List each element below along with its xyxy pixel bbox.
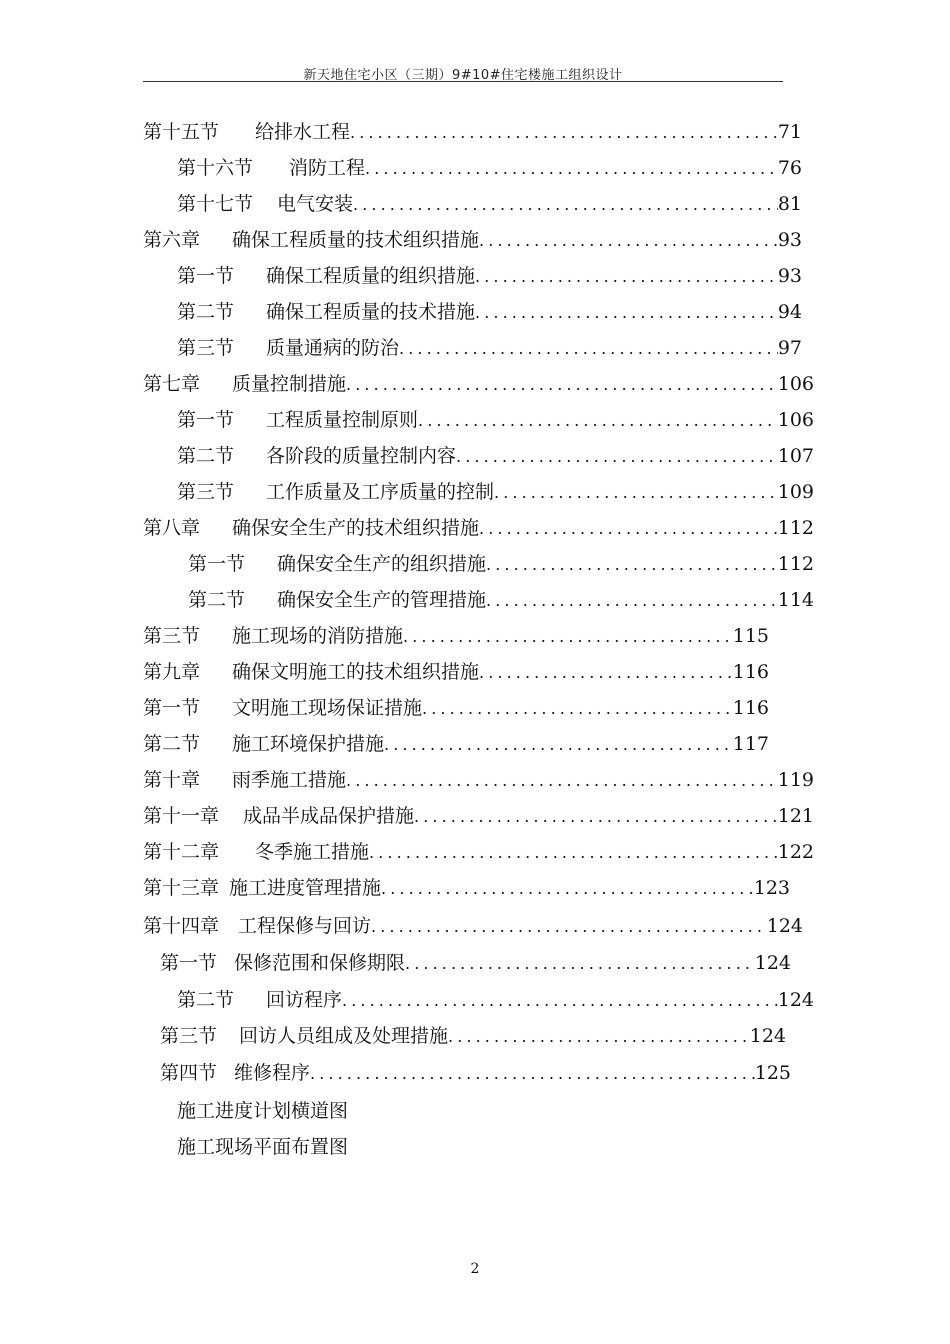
- toc-entry-page: 125: [754, 1062, 791, 1084]
- toc-entry[interactable]: [143, 513, 814, 543]
- toc-entry[interactable]: [160, 1058, 791, 1088]
- toc-entry-title: 工作质量及工序质量的控制: [266, 481, 495, 503]
- toc-leader-dots: [399, 339, 778, 358]
- toc-entry-label: 第三节: [143, 625, 201, 647]
- toc-entry-title: 质量通病的防治: [266, 337, 400, 359]
- toc-leader-dots: [365, 159, 778, 178]
- toc-entry-title: 确保工程质量的技术组织措施: [232, 229, 480, 251]
- toc-entry-label: 第四节: [160, 1062, 218, 1084]
- toc-leader-dots: [414, 807, 778, 826]
- toc-leader-dots: [422, 699, 733, 718]
- toc-entry-page: 123: [753, 877, 790, 899]
- toc-entry[interactable]: [177, 153, 802, 183]
- toc-entry-page: 112: [777, 553, 814, 575]
- toc-entry-title: 确保安全生产的组织措施: [277, 553, 487, 575]
- toc-entry[interactable]: [177, 985, 814, 1015]
- toc-entry[interactable]: [177, 297, 802, 327]
- toc-leader-dots: [448, 1027, 750, 1046]
- toc-leader-dots: [475, 267, 778, 286]
- toc-entry-title: 成品半成品保护措施: [243, 805, 415, 827]
- toc-entry-page: 122: [777, 841, 814, 863]
- toc-leader-dots: [405, 954, 755, 973]
- toc-entry-title: 电气安装: [277, 193, 354, 215]
- toc-entry-page: 94: [777, 301, 802, 323]
- toc-entry-page: 106: [777, 373, 814, 395]
- toc-entry-title: 文明施工现场保证措施: [232, 697, 423, 719]
- toc-entry-label: 第三节: [177, 481, 235, 503]
- toc-entry-label: 第十二章: [143, 841, 220, 863]
- toc-entry-label: 第一节: [177, 265, 235, 287]
- toc-entry-title: 维修程序: [234, 1062, 311, 1084]
- toc-leader-dots: [371, 917, 767, 936]
- toc-entry-label: 第十三章: [143, 877, 220, 899]
- toc-entry-page: 76: [777, 157, 802, 179]
- toc-leader-dots: [342, 991, 778, 1010]
- toc-leader-dots: [381, 879, 754, 898]
- toc-entry-page: 121: [777, 805, 814, 827]
- toc-entry-page: 119: [777, 769, 814, 791]
- toc-entry-label: 第一节: [160, 952, 218, 974]
- toc-entry[interactable]: [143, 873, 790, 903]
- toc-entry-title: 回访程序: [266, 989, 343, 1011]
- toc-leader-dots: [369, 843, 778, 862]
- toc-entry-label: 第十一章: [143, 805, 220, 827]
- toc-entry[interactable]: [188, 549, 814, 579]
- toc-entry[interactable]: [177, 441, 814, 471]
- toc-entry-label: 第二节: [177, 301, 235, 323]
- toc-entry-page: 112: [777, 517, 814, 539]
- toc-entry[interactable]: [143, 225, 802, 255]
- toc-entry-page: 93: [777, 229, 802, 251]
- toc-entry-label: 第二节: [143, 733, 201, 755]
- toc-entry-title: 工程保修与回访: [238, 915, 372, 937]
- toc-entry[interactable]: [143, 837, 814, 867]
- toc-entry[interactable]: [177, 189, 802, 219]
- toc-entry-label: 第十六节: [177, 157, 254, 179]
- toc-entry-label: 第八章: [143, 517, 201, 539]
- toc-leader-dots: [475, 303, 778, 322]
- toc-leader-dots: [384, 735, 733, 754]
- toc-leader-dots: [353, 195, 778, 214]
- toc-entry-page: 116: [732, 661, 769, 683]
- toc-entry-label: 第七章: [143, 373, 201, 395]
- toc-entry[interactable]: [143, 729, 769, 759]
- toc-leader-dots: [479, 231, 778, 250]
- toc-entry-title: 确保工程质量的组织措施: [266, 265, 476, 287]
- toc-entry[interactable]: [143, 911, 803, 941]
- toc-entry-label: 第十章: [143, 769, 201, 791]
- toc-entry-title: 给排水工程: [255, 121, 351, 143]
- header-rule: [143, 81, 783, 82]
- toc-entry-title: 保修范围和保修期限: [234, 952, 406, 974]
- toc-entry-label: 第一节: [177, 409, 235, 431]
- toc-entry-label: 第一节: [188, 553, 246, 575]
- toc-entry[interactable]: [143, 657, 769, 687]
- toc-entry-page: 124: [766, 915, 803, 937]
- toc-entry-page: 117: [732, 733, 769, 755]
- toc-entry-title: 施工环境保护措施: [232, 733, 385, 755]
- toc-leader-dots: [486, 591, 778, 610]
- toc-entry-page: 116: [732, 697, 769, 719]
- toc-entry-title: 消防工程: [289, 157, 366, 179]
- toc-entry[interactable]: [177, 261, 802, 291]
- toc-entry[interactable]: [143, 621, 769, 651]
- toc-entry[interactable]: [143, 801, 814, 831]
- toc-entry-page: 115: [732, 625, 769, 647]
- toc-entry-title: 各阶段的质量控制内容: [266, 445, 457, 467]
- toc-entry-label: 第十五节: [143, 121, 220, 143]
- toc-entry-title: 确保安全生产的管理措施: [277, 589, 487, 611]
- toc-entry-label: 第三节: [160, 1025, 218, 1047]
- appendix-item[interactable]: 施工现场平面布置图: [177, 1136, 349, 1158]
- toc-entry[interactable]: [143, 765, 814, 795]
- toc-entry-label: 第二节: [188, 589, 246, 611]
- toc-entry-title: 施工现场的消防措施: [232, 625, 404, 647]
- toc-leader-dots: [403, 627, 733, 646]
- toc-entry-page: 106: [777, 409, 814, 431]
- toc-entry[interactable]: [160, 1021, 786, 1051]
- toc-entry-title: 确保安全生产的技术组织措施: [232, 517, 480, 539]
- toc-entry-title: 冬季施工措施: [255, 841, 370, 863]
- toc-entry-label: 第六章: [143, 229, 201, 251]
- toc-entry[interactable]: [177, 477, 814, 507]
- toc-leader-dots: [350, 123, 778, 142]
- toc-leader-dots: [310, 1064, 755, 1083]
- toc-entry-label: 第二节: [177, 445, 235, 467]
- toc-entry[interactable]: [177, 333, 802, 363]
- toc-entry-title: 施工进度管理措施: [229, 877, 382, 899]
- toc-entry-page: 124: [749, 1025, 786, 1047]
- toc-entry-page: 97: [777, 337, 802, 359]
- toc-entry-label: 第十七节: [177, 193, 254, 215]
- toc-entry-title: 工程质量控制原则: [266, 409, 419, 431]
- toc-entry-title: 确保工程质量的技术措施: [266, 301, 476, 323]
- toc-entry-label: 第一节: [143, 697, 201, 719]
- toc-entry-title: 回访人员组成及处理措施: [239, 1025, 449, 1047]
- toc-entry-title: 质量控制措施: [232, 373, 347, 395]
- toc-entry-label: 第十四章: [143, 915, 220, 937]
- toc-entry[interactable]: [143, 693, 769, 723]
- toc-leader-dots: [418, 411, 778, 430]
- toc-entry-label: 第三节: [177, 337, 235, 359]
- toc-entry-title: 确保文明施工的技术组织措施: [232, 661, 480, 683]
- toc-entry-page: 81: [777, 193, 802, 215]
- toc-leader-dots: [494, 483, 778, 502]
- toc-entry[interactable]: [160, 948, 791, 978]
- toc-entry-page: 107: [777, 445, 814, 467]
- appendix-item[interactable]: 施工进度计划横道图: [177, 1100, 349, 1122]
- toc-entry-page: 114: [777, 589, 814, 611]
- toc-leader-dots: [456, 447, 778, 466]
- toc-leader-dots: [479, 663, 733, 682]
- running-header: 新天地住宅小区（三期）9#10#住宅楼施工组织设计: [303, 68, 623, 83]
- toc-entry[interactable]: [188, 585, 814, 615]
- toc-entry-page: 124: [754, 952, 791, 974]
- toc-entry-label: 第九章: [143, 661, 201, 683]
- toc-entry[interactable]: [177, 405, 814, 435]
- toc-entry-page: 109: [777, 481, 814, 503]
- toc-leader-dots: [346, 771, 778, 790]
- toc-entry-page: 71: [777, 121, 802, 143]
- toc-entry-title: 雨季施工措施: [232, 769, 347, 791]
- toc-leader-dots: [486, 555, 778, 574]
- toc-entry[interactable]: [143, 369, 814, 399]
- toc-leader-dots: [346, 375, 778, 394]
- toc-entry-page: 124: [777, 989, 814, 1011]
- toc-leader-dots: [479, 519, 778, 538]
- toc-entry-page: 93: [777, 265, 802, 287]
- toc-entry-label: 第二节: [177, 989, 235, 1011]
- toc-entry[interactable]: [143, 117, 802, 147]
- page-number: 2: [470, 1261, 480, 1277]
